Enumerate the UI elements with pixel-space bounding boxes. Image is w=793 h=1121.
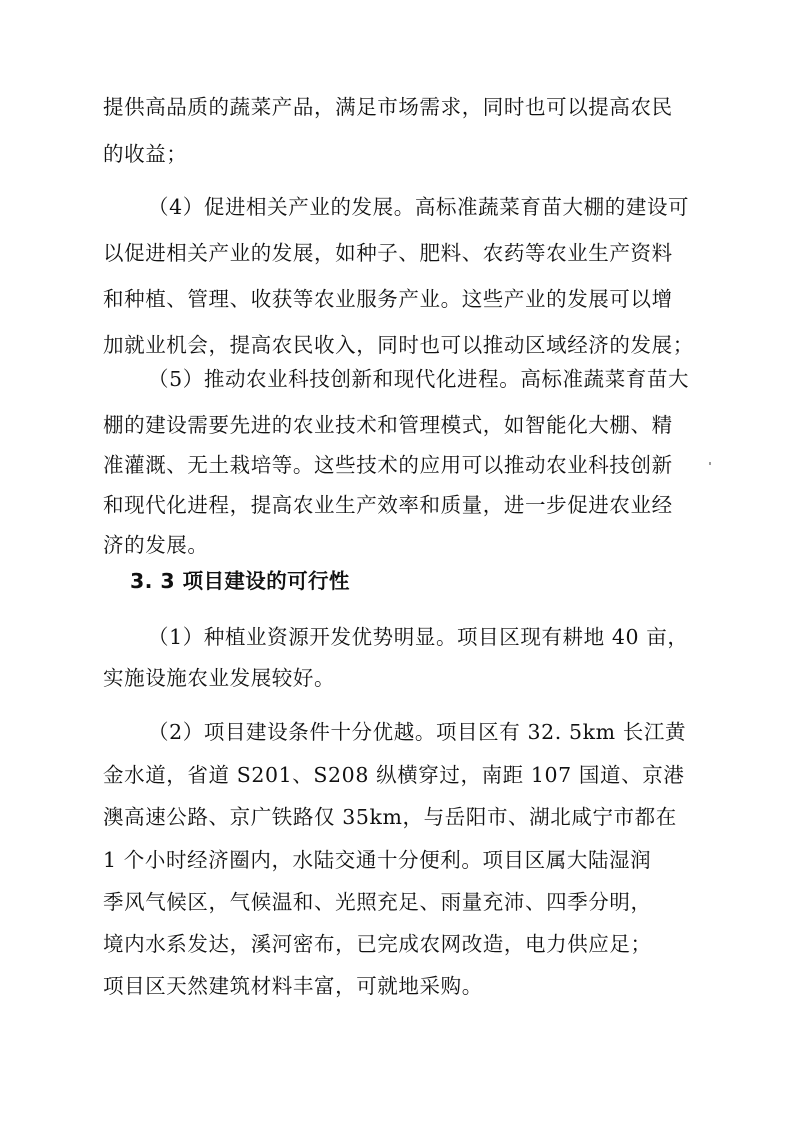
text-line-16: 澳高速公路、京广铁路仅 35km，与岳阳市、湖北咸宁市都在: [103, 805, 677, 829]
text-line-8: 棚的建设需要先进的农业技术和管理模式，如智能化大棚、精: [103, 413, 673, 437]
text-line-6: 加就业机会，提高农民收入，同时也可以推动区域经济的发展；: [103, 333, 694, 357]
text-line-3: （4）促进相关产业的发展。高标准蔬菜育苗大棚的建设可: [148, 195, 690, 219]
text-line-15: 金水道，省道 S201、S208 纵横穿过，南距 107 国道、京港: [103, 763, 685, 787]
text-line-18: 季风气候区，气候温和、光照充足、雨量充沛、四季分明，: [103, 890, 652, 914]
scan-speck: [709, 462, 711, 465]
text-line-20: 项目区天然建筑材料丰富，可就地采购。: [103, 974, 483, 998]
text-line-11: 济的发展。: [103, 533, 209, 557]
text-line-5: 和种植、管理、收获等农业服务产业。这些产业的发展可以增: [103, 287, 673, 311]
text-line-2: 的收益；: [103, 142, 188, 166]
text-line-4: 以促进相关产业的发展，如种子、肥料、农药等农业生产资料: [103, 241, 673, 265]
text-line-7: （5）推动农业科技创新和现代化进程。高标准蔬菜育苗大: [148, 367, 690, 391]
text-line-14: （2）项目建设条件十分优越。项目区有 32. 5km 长江黄: [148, 720, 687, 744]
text-line-19: 境内水系发达，溪河密布，已完成农网改造，电力供应足；: [103, 932, 652, 956]
section-heading: 3. 3 项目建设的可行性: [130, 569, 350, 593]
text-line-9: 准灌溉、无土栽培等。这些技术的应用可以推动农业科技创新: [103, 453, 673, 477]
text-line-17: 1 个小时经济圈内，水陆交通十分便利。项目区属大陆湿润: [103, 848, 652, 872]
text-line-13: 实施设施农业发展较好。: [103, 666, 336, 690]
text-line-12: （1）种植业资源开发优势明显。项目区现有耕地 40 亩，: [148, 625, 689, 649]
text-line-1: 提供高品质的蔬菜产品，满足市场需求，同时也可以提高农民: [103, 95, 673, 119]
text-line-10: 和现代化进程，提高农业生产效率和质量，进一步促进农业经: [103, 493, 673, 517]
